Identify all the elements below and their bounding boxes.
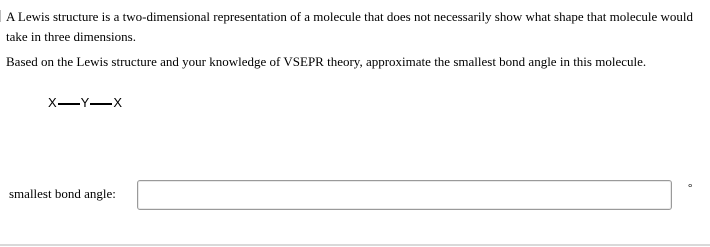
right-single-bond bbox=[90, 103, 112, 105]
intro-paragraph: A Lewis structure is a two-dimensional representation of a molecule that does not necessarily show what shape that molecule would take in three dimensions. bbox=[6, 9, 694, 44]
lewis-structure bbox=[48, 93, 122, 113]
bond-angle-label: smallest bond angle: bbox=[9, 186, 116, 201]
bond-angle-input[interactable] bbox=[137, 180, 672, 210]
degree-unit: ° bbox=[688, 182, 693, 194]
left-edge-mark bbox=[0, 10, 1, 22]
left-single-bond bbox=[58, 103, 80, 105]
question-paragraph: Based on the Lewis structure and your knowledge of VSEPR theory, approximate the smallest bond angle in this molecule. bbox=[6, 54, 647, 69]
right-atom: X bbox=[113, 95, 123, 110]
bottom-divider bbox=[0, 244, 710, 246]
left-atom: X bbox=[48, 95, 57, 110]
central-atom: Y bbox=[80, 95, 90, 110]
